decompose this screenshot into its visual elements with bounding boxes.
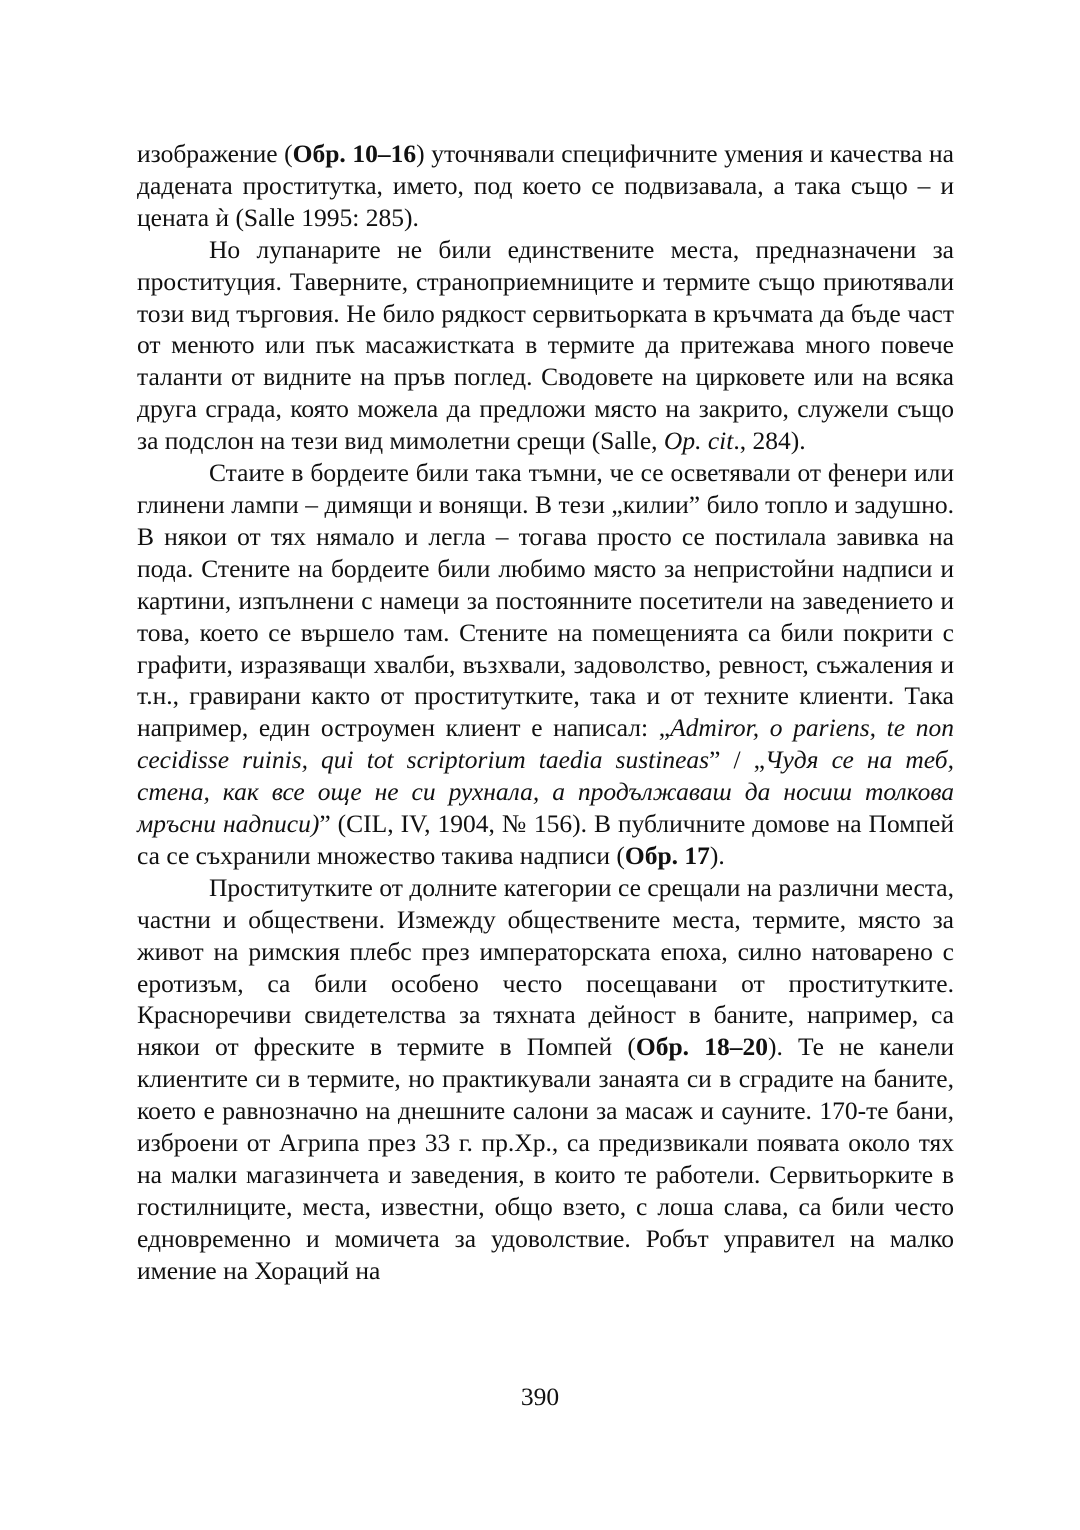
text-run: Стаите в бордеите били така тъмни, че се осветявали от фенери или глинени лампи – димящи и вонящи. В тези „килии” било топло и задушно. В някои от тях нямало и легла – тогава просто се постилала завивка на пода. Стените на бордеите били любимо място за непристойни надписи и картини, изпълнени с намеци за постоянните посетители на заведението и това, което се вършело там. Стените на помещенията са били покрити с графити, изразяващи хвалби, възхвали, задоволство, ревност, съжаления и т.н., гравирани както от проститутките, така и от техните клиенти. Така например, един остроумен клиент е написал: „ [137,458,954,743]
inscription-translation: Чудя се на теб, стена, как все още не си рухнала, а продължаваш да носиш толкова мръсни надписи) [137,745,954,839]
text-run: изображение ( [137,139,293,168]
text-run: ) уточнявали специфичните умения и качества на дадената проститутка, името, под което се подвизавала, а така също – и цената ѝ (Salle 1995: 285). [137,139,954,232]
text-run: ). [709,840,725,870]
paragraph-4 [137,872,954,1287]
figure-reference: Обр. 10–16 [292,139,417,168]
op-cit-italic: Op. cit [663,426,734,456]
text-run: Но лупанарите не били единствените места, предназначени за проституция. Таверните, страноприемниците и термите също приютявали този вид търговия. Не било рядкост сервитьорката в кръчмата да бъде част от менюто или пък масажистката в термите да притежава много повече таланти от видните на пръв поглед. Сводовете на цирковете или на всяка друга сграда, която можела да предложи място на закрито, служели също за подслон на тези вид мимолетни срещи (Salle, [137,234,954,456]
paragraph-3 [137,457,954,872]
paragraph-1 [137,138,954,234]
text-run: ., 284). [733,426,806,456]
figure-reference: Обр. 18–20 [635,1032,768,1062]
page-body [137,138,954,1287]
text-run: Проститутките от долните категории се срещали на различни места, частни и обществени. Измежду обществените места, термите, място за живот на римския плебс през императорската епоха, силно натоварено с еротизъм, са били особено често посещавани от проститутките. Красноречиви свидетелства за тяхната дейност в баните, например, са някои от фреските в термите в Помпей ( [137,872,954,1062]
page-number: 390 [520,1382,560,1411]
figure-reference: Обр. 17 [624,840,710,870]
text-run: ). Те не канели клиентите си в термите, но практикували занаята си в сградите на баните, което е равнозначно на днешните салони за масаж и сауните. 170-те бани, изброени от Агрипа през 33 г. пр.Хр., са предизвикали появата около тях на малки магазинчета и заведения, в които те работели. Сервитьорките в гостилниците, места, известни, общо взето, с лоша слава, са били често едновременно и момичета за удоволствие. Робът управител на малко имение на Хораций на [137,1032,954,1285]
text-run: ” (CIL, IV, 1904, № 156). В публичните домове на Помпей са се съхранили множество такива надписи ( [137,809,954,870]
text-run: ” / „ [709,745,765,775]
latin-inscription: Admiror, o pariens, te non cecidisse ruinis, qui tot scriptorium taedia sustineas [137,713,954,775]
paragraph-2 [137,234,954,457]
